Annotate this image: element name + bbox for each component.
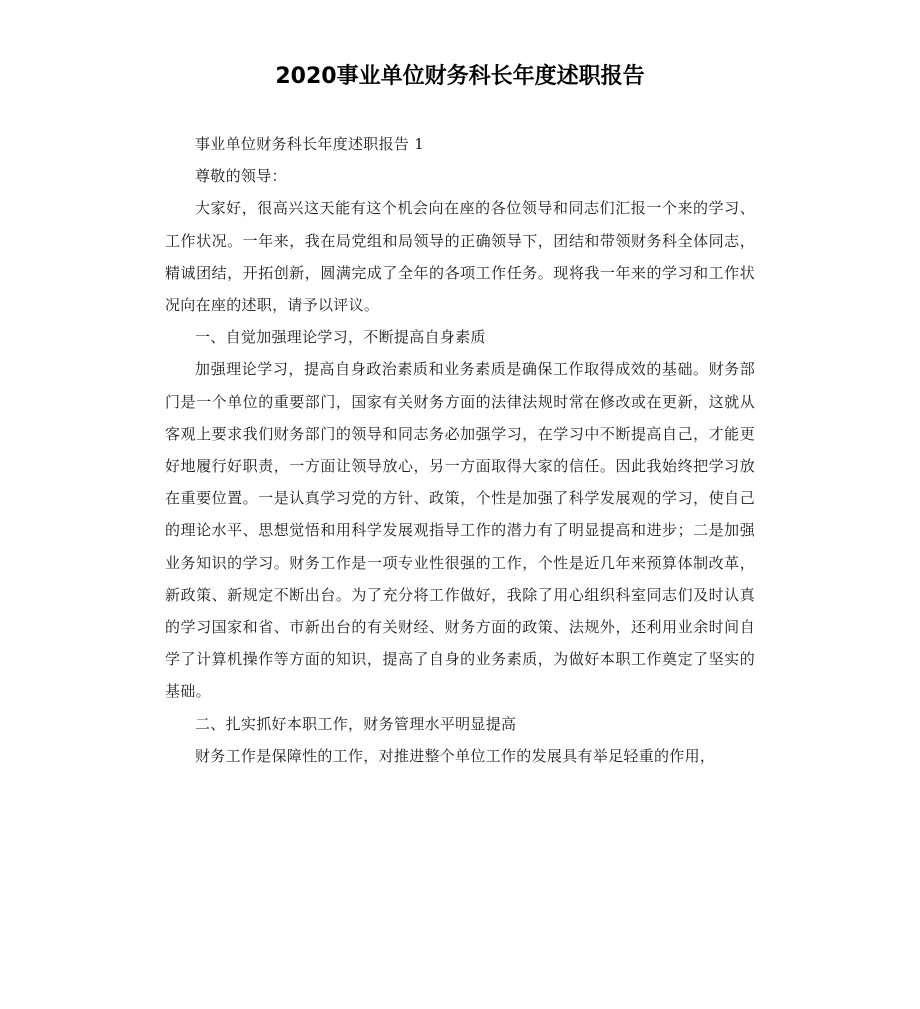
section-1-paragraph: 加强理论学习，提高自身政治素质和业务素质是确保工作取得成效的基础。财务部门是一个单位的重要部门，国家有关财务方面的法律法规时常在修改或在更新，这就从客观上要求我们财务部门的领导和同志务必加强学习，在学习中不断提高自己，才能更好地履行好职责，一方面让领导放心，另一方面取得大家的信任。因此我始终把学习放在重要位置。一是认真学习党的方针、政策，个性是加强了科学发展观的学习，使自己的理论水平、思想觉悟和用科学发展观指导工作的潜力有了明显提高和进步；二是加强业务知识的学习。财务工作是一项专业性很强的工作，个性是近几年来预算体制改革，新政策、新规定不断出台。为了充分将工作做好，我除了用心组织科室同志们及时认真的学习国家和省、市新出台的有关财经、财务方面的政策、法规外，还利用业余时间自学了计算机操作等方面的知识，提高了自身的业务素质，为做好本职工作奠定了坚实的基础。 (165, 360, 755, 701)
document-title: 2020事业单位财务科长年度述职报告 (275, 64, 645, 89)
report-subtitle: 事业单位财务科长年度述职报告 1 (195, 135, 425, 153)
section-heading-2: 二、扎实抓好本职工作，财务管理水平明显提高 (195, 714, 517, 733)
document-body (165, 128, 755, 772)
section-heading-1: 一、自觉加强理论学习，不断提高自身素质 (195, 328, 486, 347)
salutation: 尊敬的领导： (195, 167, 287, 186)
section-2-paragraph: 财务工作是保障性的工作，对推进整个单位工作的发展具有举足轻重的作用， (195, 746, 716, 765)
intro-paragraph: 大家好，很高兴这天能有这个机会向在座的各位领导和同志们汇报一个来的学习、工作状况。一年来，我在局党组和局领导的正确领导下，团结和带领财务科全体同志，精诚团结，开拓创新，圆满完成了全年的各项工作任务。现将我一年来的学习和工作状况向在座的述职，请予以评议。 (165, 199, 755, 315)
